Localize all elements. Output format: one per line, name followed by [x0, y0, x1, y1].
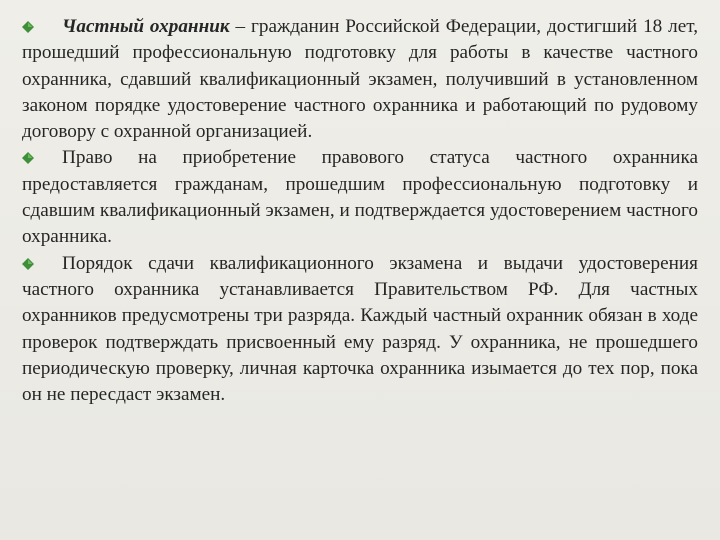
definition-text: – гражданин Российской Федерации, достигший 18 лет, прошедший профессиональную подготовку для работы в качестве частного охранника, сдавший квалификационный экзамен, получивший в установленном законом порядке удостоверение частного охранника и работающий по рудовому договору с охранной организацией.: [22, 16, 699, 143]
slide-body: [22, 14, 698, 408]
green-diamond-bullet-icon: [22, 258, 34, 270]
paragraph-definition: [22, 14, 698, 145]
paragraph-exam-procedure: [22, 251, 698, 409]
paragraph-text: Право на приобретение правового статуса частного охранника предоставляется гражданам, прошедшим профессиональную подготовку и сдавшим квалификационный экзамен, и подтверждается удостоверением частного охранника.: [22, 147, 698, 248]
green-diamond-bullet-icon: [22, 152, 34, 164]
paragraph-text: Порядок сдачи квалификационного экзамена и выдачи удостоверения частного охранника устанавливается Правительством РФ. Для частных охранников предусмотрены три разряда. Каждый частный охранник обязан в ходе проверок подтверждать присвоенный ему разряд. У охранника, не прошедшего периодическую проверку, личная карточка охранника изымается до тех пор, пока он не пересдаст экзамен.: [22, 252, 698, 406]
green-diamond-bullet-icon: [22, 21, 34, 33]
defined-term: Частный охранник: [62, 16, 230, 37]
paragraph-legal-status: [22, 145, 698, 250]
